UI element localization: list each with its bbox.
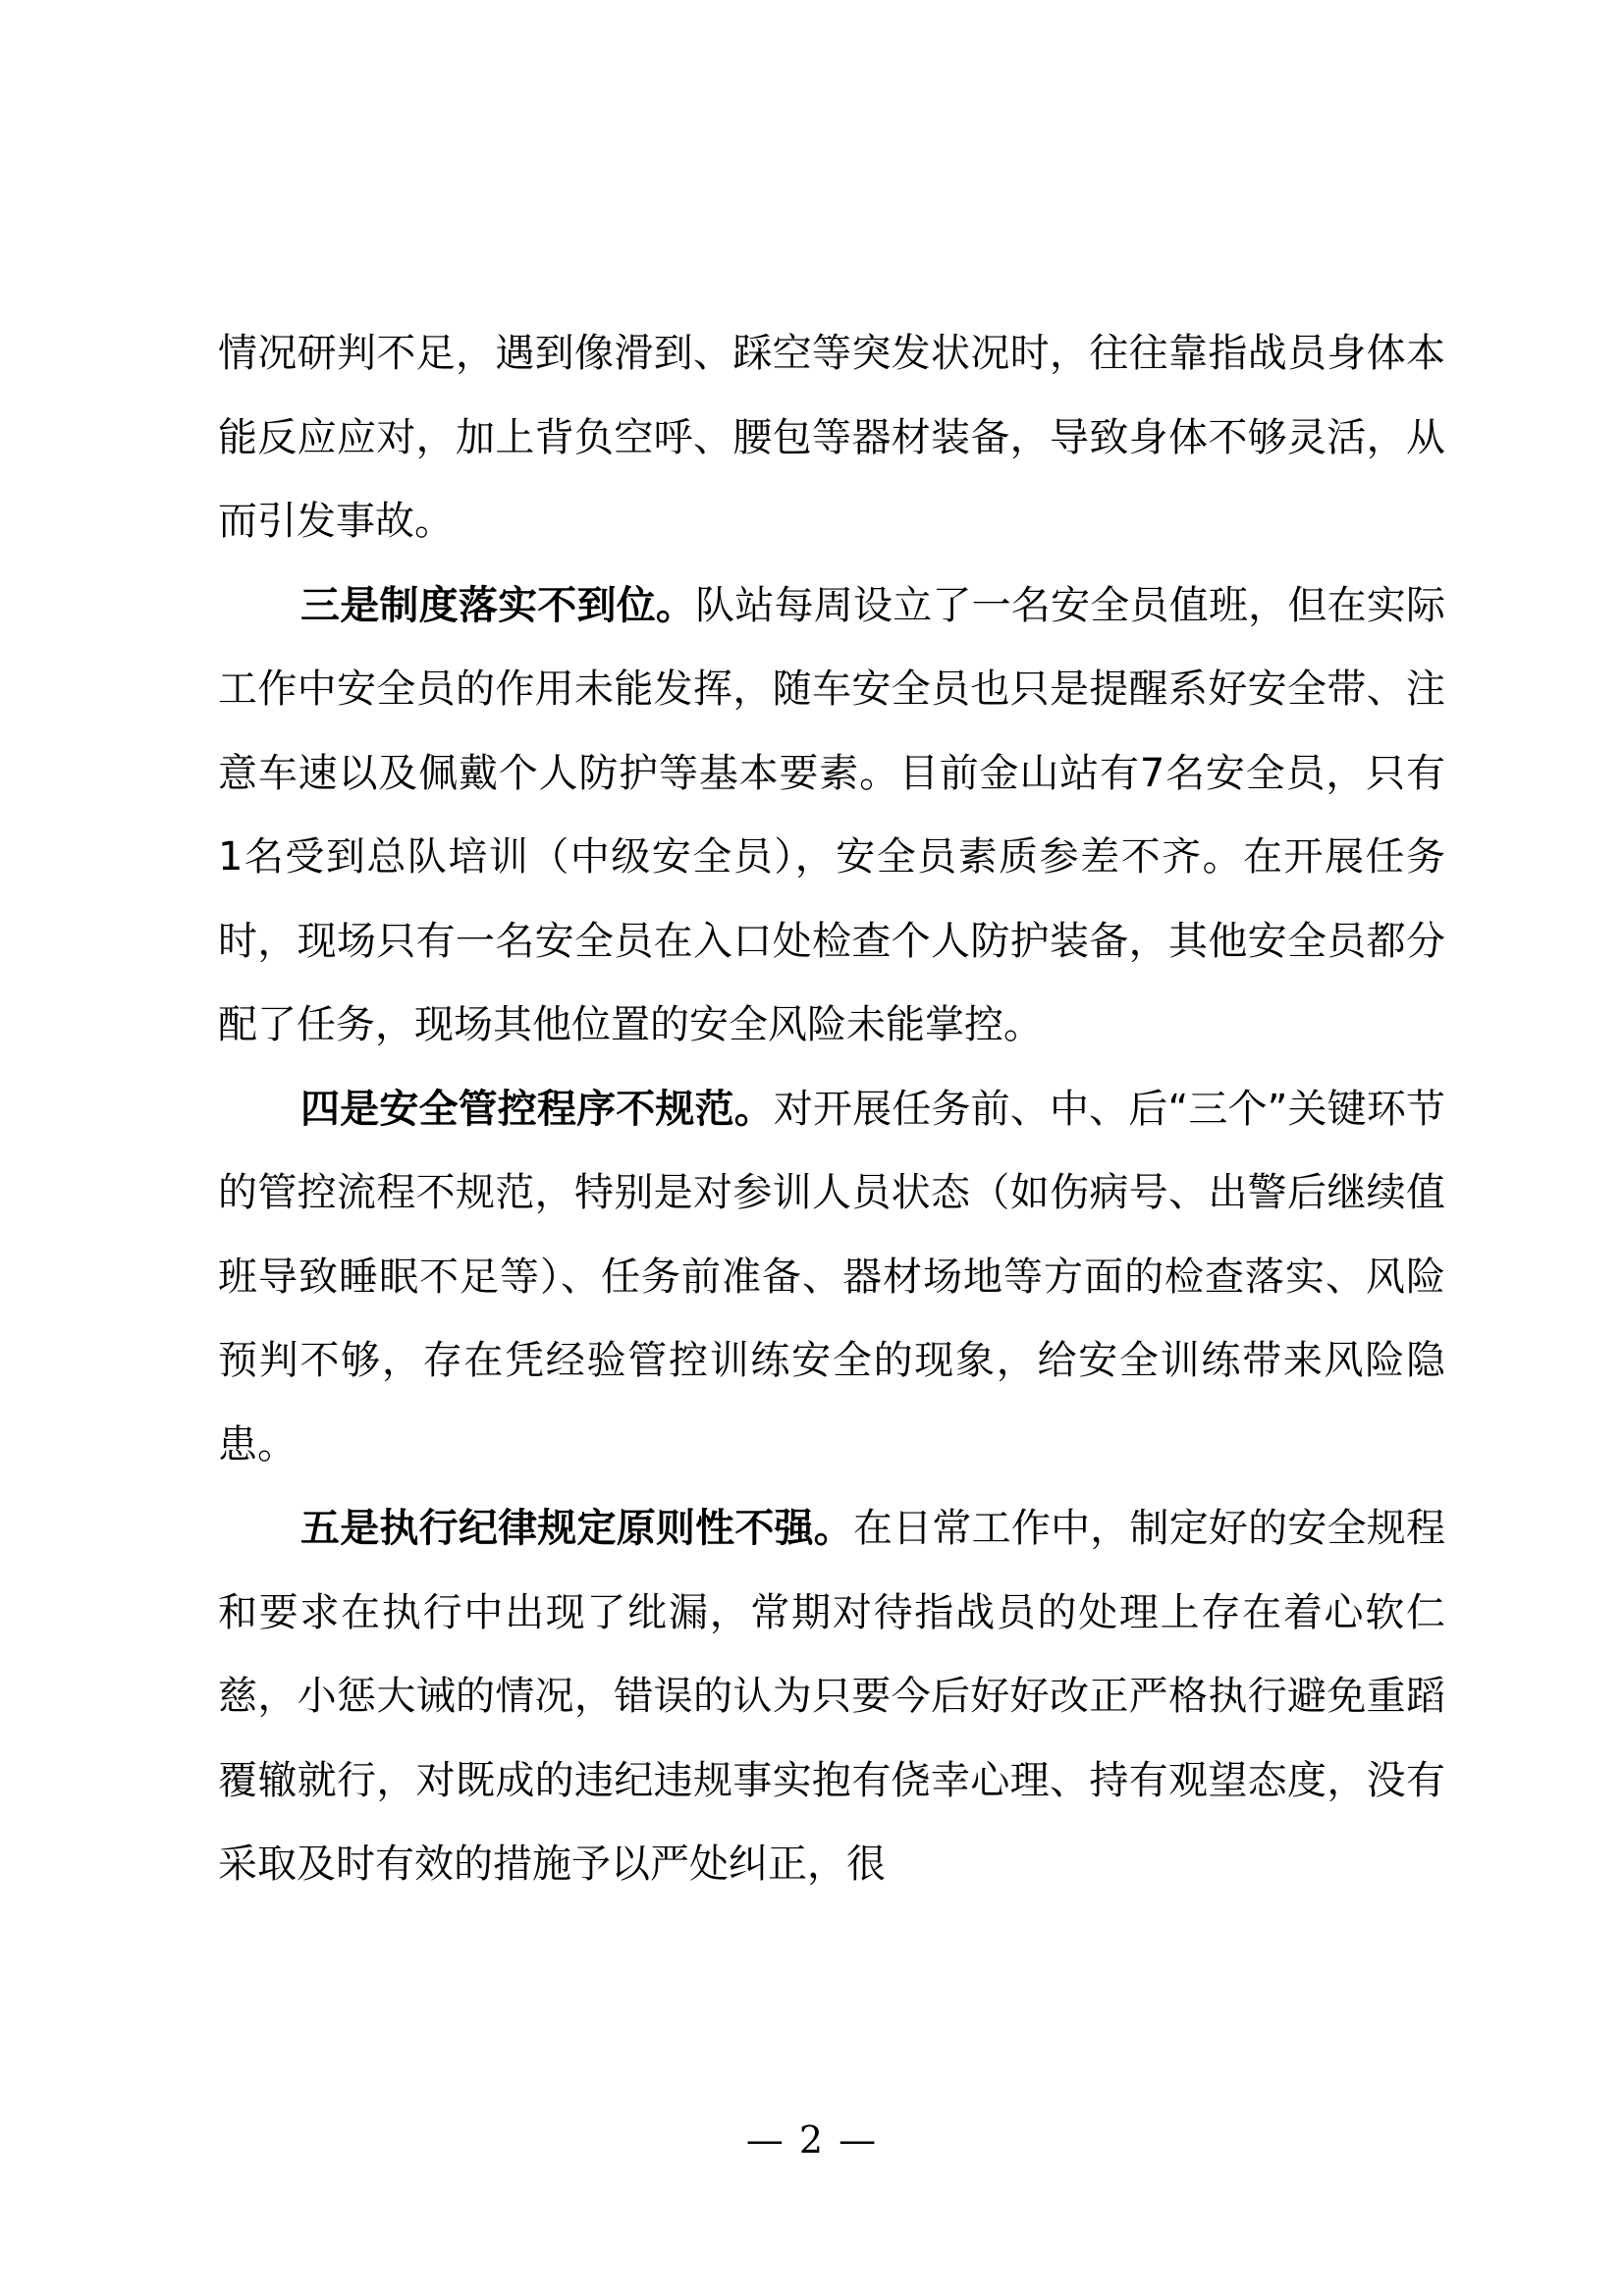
document-body xyxy=(218,312,1445,1907)
paragraph-text: 在日常工作中，制定好的安全规程和要求在执行中出现了纰漏，常期对待指战员的处理上存在着心软仁慈，小惩大诫的情况，错误的认为只要今后好好改正严格执行避免重蹈覆辙就行，对既成的违纪违规事实抱有侥幸心理、持有观望态度，没有采取及时有效的措施予以严处纠正，很 xyxy=(218,1506,1445,1887)
paragraph-text: 对开展任务前、中、后“三个”关键环节的管控流程不规范，特别是对参训人员状态（如伤病号、出警后继续值班导致睡眠不足等）、任务前准备、器材场地等方面的检查落实、风险预判不够，存在凭经验管控训练安全的现象，给安全训练带来风险隐患。 xyxy=(218,1086,1446,1468)
paragraph-point-four xyxy=(218,1068,1445,1488)
paragraph-heading: 三是制度落实不到位。 xyxy=(300,582,696,628)
paragraph-text: 队站每周设立了一名安全员值班，但在实际工作中安全员的作用未能发挥，随车安全员也只是提醒系好安全带、注意车速以及佩戴个人防护等基本要素。目前金山站有7名安全员，只有1名受到总队培训（中级安全员），安全员素质参差不齐。在开展任务时，现场只有一名安全员在入口处检查个人防护装备，其他安全员都分配了任务，现场其他位置的安全风险未能掌控。 xyxy=(218,582,1446,1047)
paragraph-heading: 五是执行纪律规定原则性不强。 xyxy=(300,1506,853,1551)
paragraph-continuation xyxy=(218,312,1445,564)
page-number: — 2 — xyxy=(745,2118,879,2162)
paragraph-text: 情况研判不足，遇到像滑到、踩空等突发状况时，往往靠指战员身体本能反应应对，加上背负空呼、腰包等器材装备，导致身体不够灵活，从而引发事故。 xyxy=(218,331,1445,544)
paragraph-heading: 四是安全管控程序不规范。 xyxy=(300,1086,774,1132)
paragraph-point-three xyxy=(218,564,1445,1068)
paragraph-point-five xyxy=(218,1487,1445,1907)
